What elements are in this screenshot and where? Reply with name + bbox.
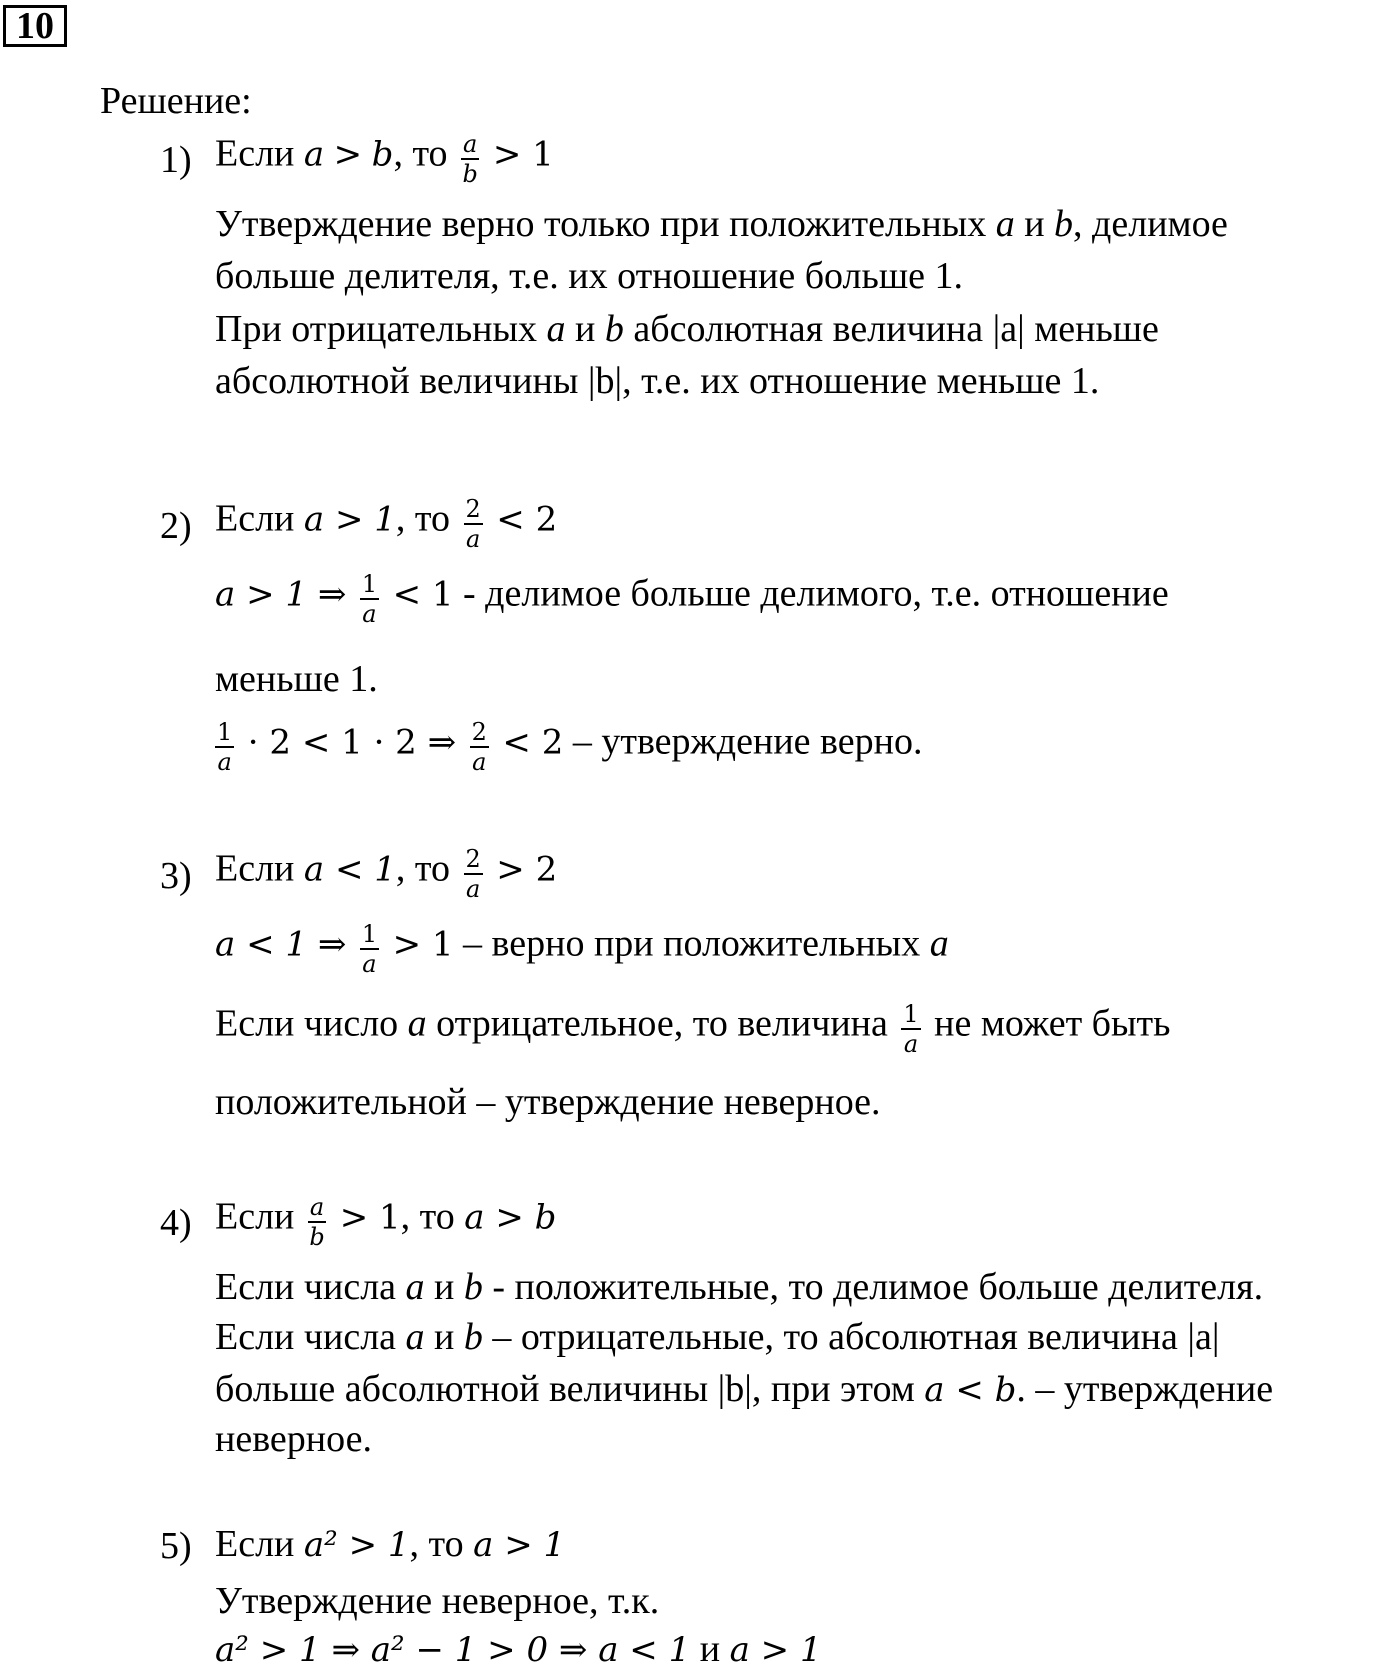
item-4-line-4: неверное. bbox=[215, 1418, 372, 1460]
item-1-line-1: Утверждение верно только при положительных a и b, делимое bbox=[215, 203, 1228, 245]
fraction: $\frac{1}{a}$ bbox=[903, 1000, 919, 1058]
item-2-line-3: $\frac{1}{a}$ · 2 < 1 · 2 ⇒ $\frac{2}{a}$ < 2 – утверждение верно. bbox=[217, 718, 923, 776]
item-3-line-2: Если число a отрицательное, то величина $\frac{1}{a}$ не может быть bbox=[215, 1000, 1171, 1058]
item-1-condition: Если a > b, то $\frac{a}{b}$ > 1 bbox=[215, 130, 554, 188]
fraction: $\frac{1}{a}$ bbox=[217, 718, 233, 776]
item-2-condition: Если a > 1, то $\frac{2}{a}$ < 2 bbox=[215, 495, 558, 553]
fraction: $\frac{a}{b}$ bbox=[309, 1193, 325, 1251]
item-2-number: 2) bbox=[160, 505, 192, 547]
item-4-line-3: больше абсолютной величины |b|, при этом a < b. – утверждение bbox=[215, 1368, 1274, 1410]
item-1-line-4: абсолютной величины |b|, т.е. их отношение меньше 1. bbox=[215, 360, 1100, 402]
item-3-condition: Если a < 1, то $\frac{2}{a}$ > 2 bbox=[215, 845, 558, 903]
fraction: $\frac{1}{a}$ bbox=[361, 920, 378, 978]
item-2-line-2: меньше 1. bbox=[215, 658, 378, 700]
item-4-line-2: Если числа a и b – отрицательные, то абсолютная величина |a| bbox=[215, 1316, 1220, 1358]
item-5-number: 5) bbox=[160, 1525, 192, 1567]
item-3-line-3: положительной – утверждение неверное. bbox=[215, 1081, 881, 1123]
item-1-line-3: При отрицательных a и b абсолютная величина |a| меньше bbox=[215, 308, 1159, 350]
fraction: $\frac{a}{b}$ bbox=[462, 130, 478, 188]
item-3-line-1: a < 1 ⇒ $\frac{1}{a}$ > 1 – верно при положительных a bbox=[215, 920, 949, 978]
fraction: $\frac{2}{a}$ bbox=[465, 845, 481, 903]
solution-heading: Решение: bbox=[100, 80, 252, 122]
fraction: $\frac{2}{a}$ bbox=[471, 718, 487, 776]
item-5-condition: Если a² > 1, то a > 1 bbox=[215, 1523, 566, 1565]
item-5-line-1: Утверждение неверное, т.к. bbox=[215, 1580, 660, 1622]
problem-number: 10 bbox=[3, 5, 67, 47]
item-2-line-1: a > 1 ⇒ $\frac{1}{a}$ < 1 - делимое больше делимого, т.е. отношение bbox=[215, 570, 1169, 628]
item-1-line-2: больше делителя, т.е. их отношение больше 1. bbox=[215, 255, 963, 297]
item-4-number: 4) bbox=[160, 1202, 192, 1244]
item-4-condition: Если $\frac{a}{b}$ > 1, то a > b bbox=[215, 1193, 557, 1251]
fraction: $\frac{2}{a}$ bbox=[465, 495, 481, 553]
item-4-line-1: Если числа a и b - положительные, то делимое больше делителя. bbox=[215, 1266, 1264, 1308]
fraction: $\frac{1}{a}$ bbox=[361, 570, 378, 628]
item-3-number: 3) bbox=[160, 855, 192, 897]
item-1-number: 1) bbox=[160, 139, 192, 181]
item-5-line-2: a² > 1 ⇒ a² − 1 > 0 ⇒ a < 1 и a > 1 bbox=[215, 1628, 822, 1670]
